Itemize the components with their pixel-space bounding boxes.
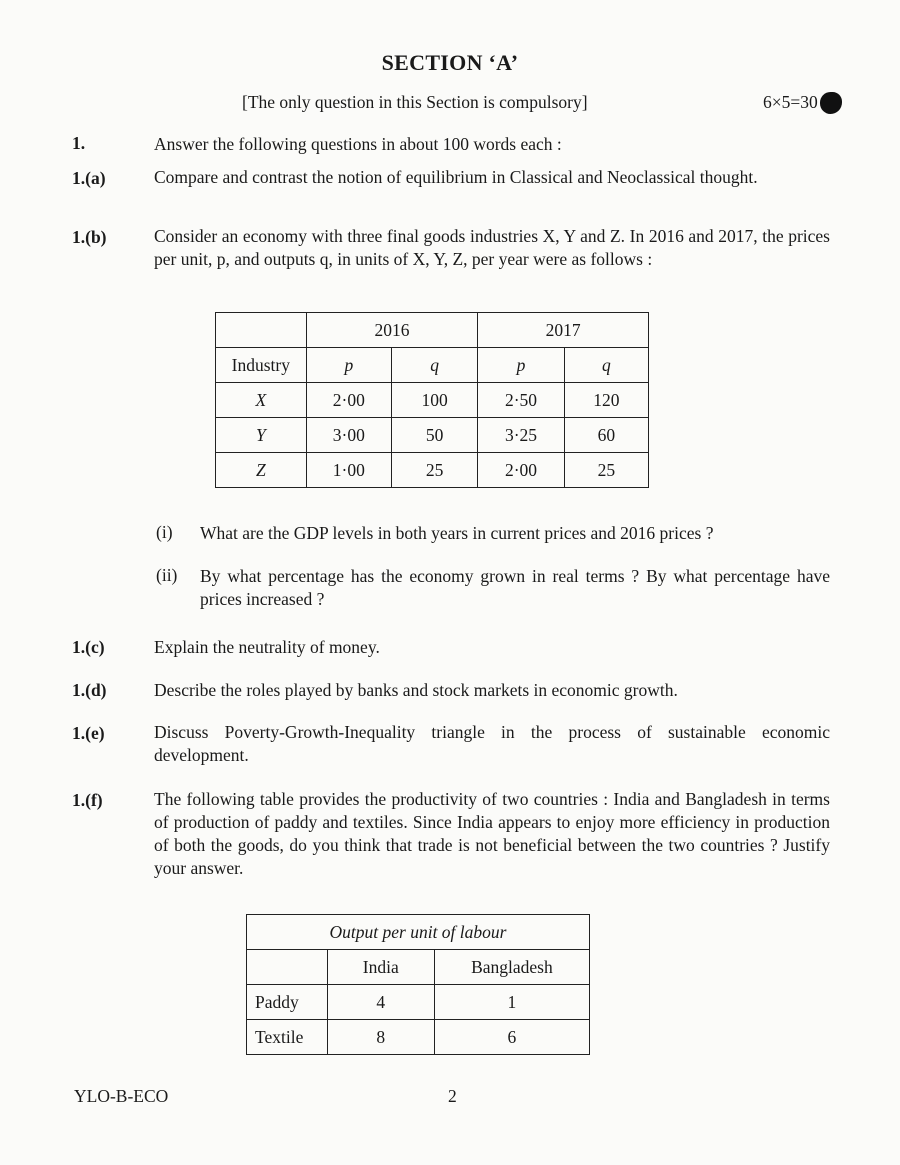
table-cell: 120 <box>564 383 648 418</box>
industry-cell: Z <box>216 453 307 488</box>
table-row <box>247 985 590 1020</box>
table-cell: 8 <box>327 1020 434 1055</box>
question-number: 1.(a) <box>72 168 106 188</box>
table-row <box>247 1020 590 1055</box>
table-row <box>216 418 649 453</box>
table-cell: 50 <box>392 418 478 453</box>
question-number: 1.(e) <box>72 723 105 743</box>
column-header-p: p <box>478 348 564 383</box>
question-number: 1. <box>72 133 86 153</box>
section-title: SECTION ‘A’ <box>381 50 519 75</box>
section-instruction: [The only question in this Section is compulsory] <box>242 92 588 112</box>
table-cell: 3·25 <box>478 418 564 453</box>
table-cell: 1·00 <box>306 453 391 488</box>
table-row <box>216 453 649 488</box>
question-text: Compare and contrast the notion of equilibrium in Classical and Neoclassical thought. <box>154 167 758 187</box>
table-cell: 25 <box>564 453 648 488</box>
question-text: Explain the neutrality of money. <box>154 637 380 657</box>
table-cell: 6 <box>434 1020 589 1055</box>
question-text: Consider an economy with three final goods industries X, Y and Z. In 2016 and 2017, the prices per unit, p, and outputs q, in units of X, Y, Z, per year were as follows : <box>154 226 830 269</box>
table-header-cell <box>247 950 328 985</box>
product-cell: Textile <box>247 1020 328 1055</box>
table-cell: 1 <box>434 985 589 1020</box>
column-header-q: q <box>392 348 478 383</box>
ink-blot <box>820 92 842 114</box>
year-header-2017: 2017 <box>478 313 649 348</box>
question-text: Answer the following questions in about 100 words each : <box>154 134 562 154</box>
table-cell: 4 <box>327 985 434 1020</box>
question-text: Discuss Poverty-Growth-Inequality triangle in the process of sustainable economic development. <box>154 722 830 765</box>
question-number: 1.(f) <box>72 790 103 810</box>
column-header-p: p <box>306 348 391 383</box>
subquestion-text: What are the GDP levels in both years in current prices and 2016 prices ? <box>200 523 714 543</box>
year-header-2016: 2016 <box>306 313 478 348</box>
subquestion-text: By what percentage has the economy grown in real terms ? By what percentage have prices increased ? <box>200 566 830 609</box>
product-cell: Paddy <box>247 985 328 1020</box>
table-cell: 2·50 <box>478 383 564 418</box>
table-cell: 2·00 <box>306 383 391 418</box>
question-number: 1.(b) <box>72 227 107 247</box>
column-header-industry: Industry <box>216 348 307 383</box>
productivity-table <box>246 914 590 1055</box>
question-text: Describe the roles played by banks and stock markets in economic growth. <box>154 680 678 700</box>
table-cell: 100 <box>392 383 478 418</box>
table-cell: 3·00 <box>306 418 391 453</box>
table-title: Output per unit of labour <box>247 915 590 950</box>
column-header-q: q <box>564 348 648 383</box>
subquestion-number: (ii) <box>156 565 178 585</box>
question-number: 1.(d) <box>72 680 107 700</box>
question-text: The following table provides the productivity of two countries : India and Bangladesh in terms of production of paddy and textiles. Since India appears to enjoy more efficiency in production of both the goods, do you think that trade is not beneficial between the two countries ? Justify your answer. <box>154 789 830 878</box>
table-header-cell <box>216 313 307 348</box>
table-cell: 60 <box>564 418 648 453</box>
page-number: 2 <box>448 1086 457 1106</box>
table-row <box>216 383 649 418</box>
industry-cell: X <box>216 383 307 418</box>
paper-code: YLO-B-ECO <box>74 1086 169 1106</box>
column-header-bangladesh: Bangladesh <box>434 950 589 985</box>
table-cell: 2·00 <box>478 453 564 488</box>
subquestion-number: (i) <box>156 522 173 542</box>
question-number: 1.(c) <box>72 637 105 657</box>
column-header-india: India <box>327 950 434 985</box>
industry-cell: Y <box>216 418 307 453</box>
marks-allotment: 6×5=30 <box>763 92 818 112</box>
price-output-table <box>215 312 649 488</box>
table-cell: 25 <box>392 453 478 488</box>
